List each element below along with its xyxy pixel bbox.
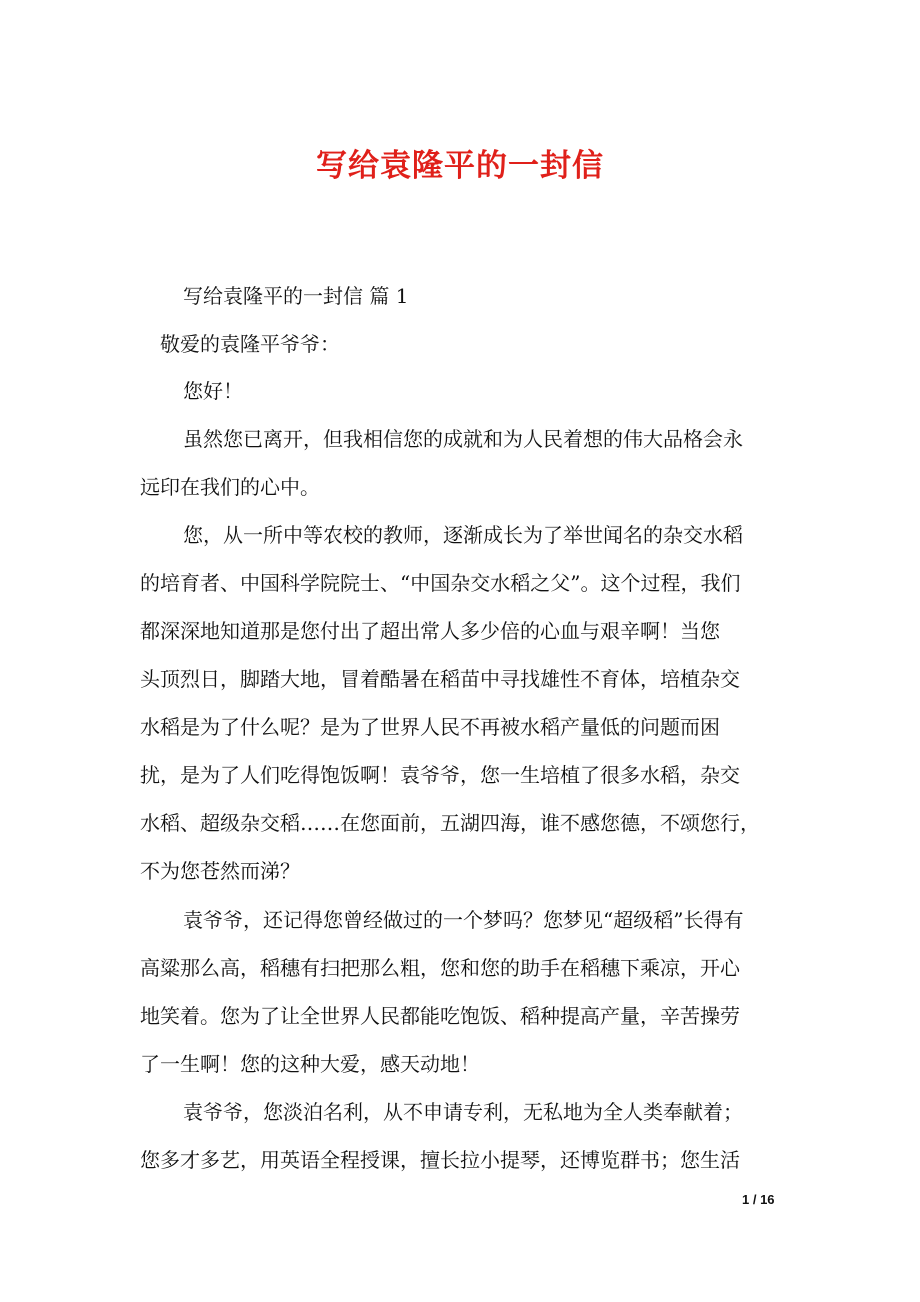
- section-heading: 写给袁隆平的一封信 篇 1: [183, 284, 409, 308]
- body-line: 虽然您已离开，但我相信您的成就和为人民着想的伟大品格会永: [183, 427, 743, 451]
- document-title: 写给袁隆平的一封信: [316, 148, 604, 184]
- body-line: 了一生啊！您的这种大爱，感天动地！: [140, 1052, 480, 1076]
- body-line: 扰，是为了人们吃得饱饭啊！袁爷爷，您一生培植了很多水稻，杂交: [140, 763, 740, 787]
- page-number: 1 / 16: [742, 1192, 775, 1207]
- salutation: 敬爱的袁隆平爷爷：: [160, 332, 340, 356]
- body-line: 您，从一所中等农校的教师，逐渐成长为了举世闻名的杂交水稻: [183, 523, 743, 547]
- body-line: 的培育者、中国科学院院士、“中国杂交水稻之父”。这个过程，我们: [140, 571, 741, 595]
- body-line: 地笑着。您为了让全世界人民都能吃饱饭、稻种提高产量，辛苦操劳: [140, 1004, 740, 1028]
- greeting: 您好！: [183, 379, 243, 403]
- body-line: 头顶烈日，脚踏大地，冒着酷暑在稻苗中寻找雄性不育体，培植杂交: [140, 667, 740, 691]
- body-line: 远印在我们的心中。: [140, 475, 320, 499]
- body-line: 不为您苍然而涕？: [140, 859, 300, 883]
- body-line: 袁爷爷，您淡泊名利，从不申请专利，无私地为全人类奉献着；: [183, 1100, 743, 1124]
- body-line: 您多才多艺，用英语全程授课，擅长拉小提琴，还博览群书；您生活: [140, 1148, 740, 1172]
- body-line: 水稻、超级杂交稻……在您面前，五湖四海，谁不感您德，不颂您行，: [140, 811, 760, 835]
- body-line: 袁爷爷，还记得您曾经做过的一个梦吗？您梦见“超级稻”长得有: [183, 908, 744, 932]
- body-line: 水稻是为了什么呢？是为了世界人民不再被水稻产量低的问题而困: [140, 715, 720, 739]
- body-line: 高粱那么高，稻穗有扫把那么粗，您和您的助手在稻穗下乘凉，开心: [140, 956, 740, 980]
- body-line: 都深深地知道那是您付出了超出常人多少倍的心血与艰辛啊！当您: [140, 619, 720, 643]
